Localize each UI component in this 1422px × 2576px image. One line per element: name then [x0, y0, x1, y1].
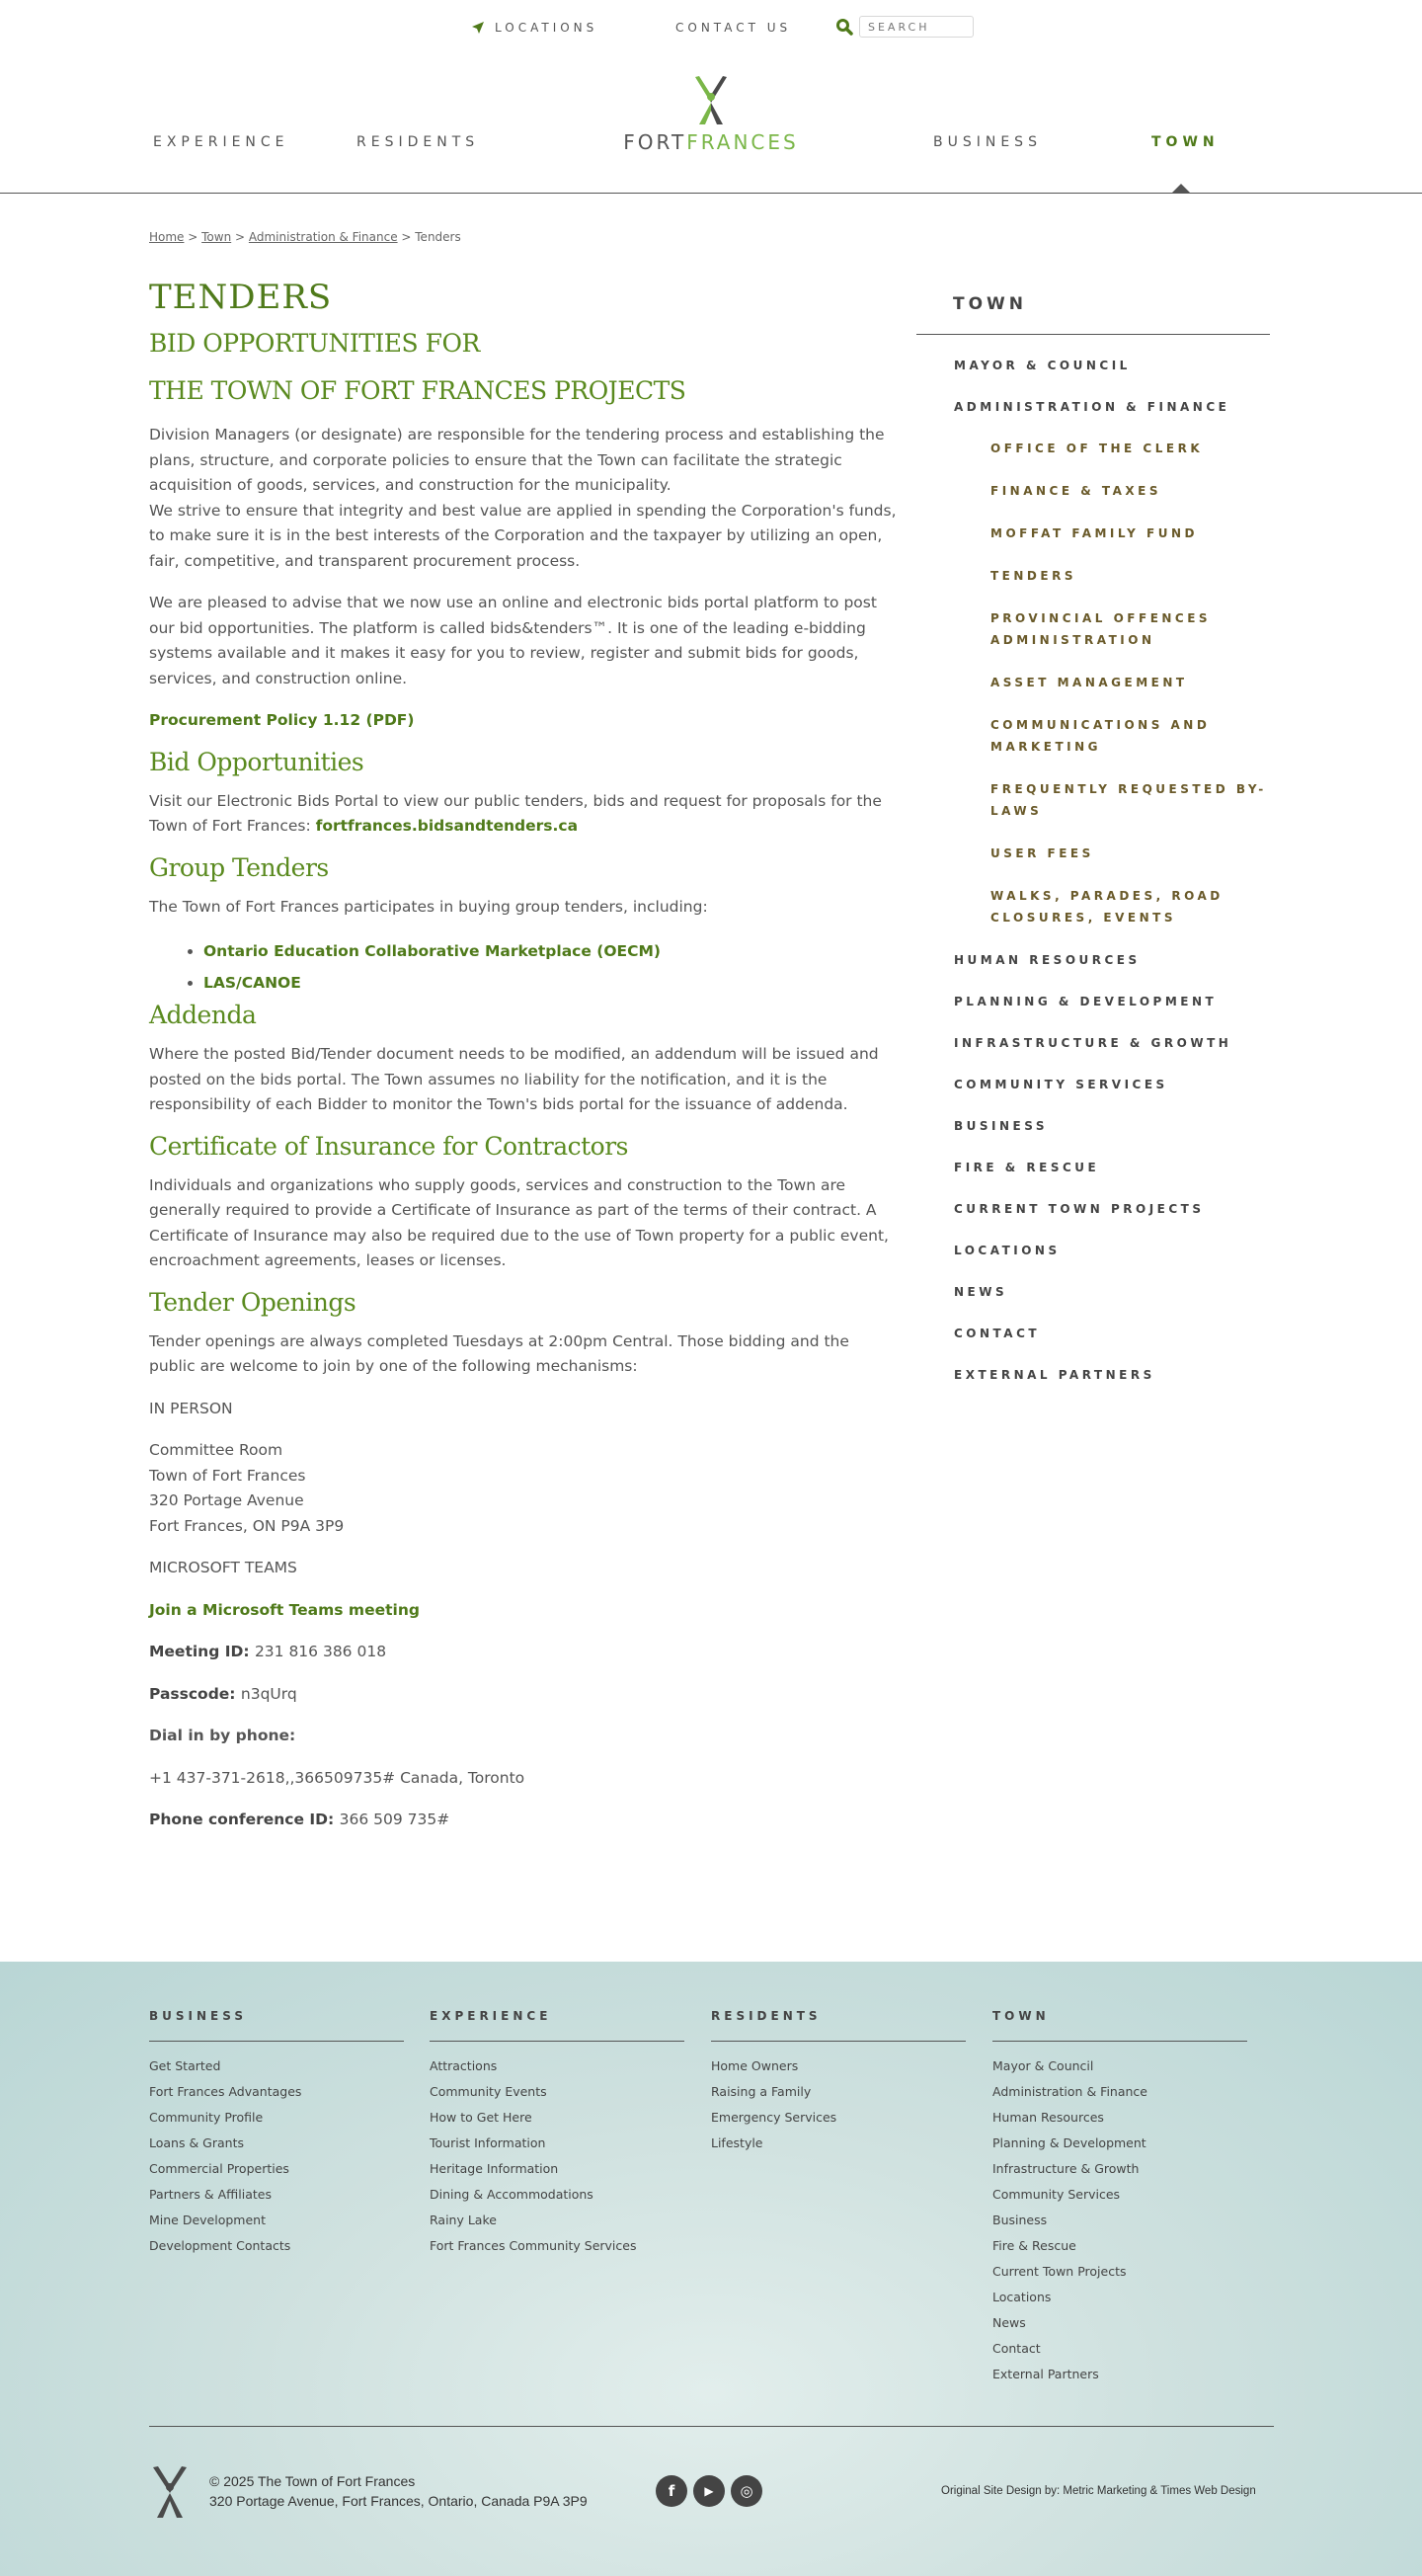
sidebar-menu — [916, 335, 1270, 1386]
sidebar-item[interactable]: COMMUNICATIONS AND MARKETING — [990, 718, 1211, 754]
dial-in-label: Dial in by phone: — [149, 1727, 296, 1744]
locations-label: LOCATIONS — [495, 21, 598, 35]
group-tenders-list — [203, 935, 900, 999]
las-canoe-link[interactable]: LAS/CANOE — [203, 974, 301, 992]
insurance-text: Individuals and organizations who supply goods, services and construction to the Town are generally required to provide a Certificate of Insurance as part of the terms of their contract. A Certificate of Insurance may also be required due to the use of Town property for a public event, encroachment agreements, leases or licenses. — [149, 1175, 889, 1269]
footer-link[interactable]: Human Resources — [992, 2110, 1104, 2125]
sidebar-item[interactable]: CONTACT — [954, 1327, 1041, 1340]
footer-link[interactable]: Infrastructure & Growth — [992, 2161, 1140, 2176]
footer-column-title: BUSINESS — [149, 2009, 404, 2042]
dial-in-number: +1 437-371-2618,,366509735# Canada, Toronto — [149, 1768, 525, 1787]
footer-link[interactable]: News — [992, 2315, 1026, 2330]
footer-link[interactable]: Attractions — [430, 2058, 498, 2073]
footer-link[interactable]: Emergency Services — [711, 2110, 837, 2125]
contact-us-link[interactable]: CONTACT US — [675, 21, 792, 35]
footer-link[interactable]: Planning & Development — [992, 2135, 1146, 2150]
sidebar-item[interactable]: LOCATIONS — [954, 1244, 1061, 1257]
tender-openings-heading: Tender Openings — [149, 1287, 356, 1317]
procurement-policy-link[interactable]: Procurement Policy 1.12 (PDF) — [149, 711, 415, 729]
footer-link[interactable]: Business — [992, 2213, 1048, 2227]
utility-bar — [0, 0, 1422, 57]
sidebar-item[interactable]: EXTERNAL PARTNERS — [954, 1368, 1155, 1382]
group-tenders-heading: Group Tenders — [149, 852, 329, 882]
sidebar-item[interactable]: OFFICE OF THE CLERK — [990, 442, 1204, 455]
footer-link[interactable]: Mine Development — [149, 2213, 266, 2227]
breadcrumb-town[interactable]: Town — [201, 230, 232, 244]
footer-link[interactable]: Get Started — [149, 2058, 221, 2073]
footer-link-list — [992, 2053, 1247, 2387]
oecm-link[interactable]: Ontario Education Collaborative Marketplace (OECM) — [203, 942, 661, 960]
sidebar-item[interactable]: MOFFAT FAMILY FUND — [990, 526, 1198, 540]
footer-link[interactable]: Home Owners — [711, 2058, 799, 2073]
instagram-icon[interactable]: ◎ — [731, 2475, 762, 2507]
footer-link[interactable]: Community Events — [430, 2084, 547, 2099]
nav-residents[interactable]: RESIDENTS — [356, 134, 480, 150]
footer-link[interactable]: Fort Frances Community Services — [430, 2238, 637, 2253]
sidebar-title: TOWN — [916, 294, 1270, 335]
page-subtitle-1: BID OPPORTUNITIES FOR — [149, 329, 480, 358]
passcode: Passcode: n3qUrq — [149, 1684, 297, 1703]
sidebar-item[interactable]: NEWS — [954, 1285, 1008, 1299]
footer-link[interactable]: Community Services — [992, 2187, 1121, 2202]
conference-id: Phone conference ID: 366 509 735# — [149, 1811, 450, 1828]
sidebar-item[interactable]: WALKS, PARADES, ROAD CLOSURES, EVENTS — [990, 889, 1224, 925]
footer-copyright — [209, 2471, 588, 2511]
locations-link[interactable] — [471, 21, 597, 35]
footer-link[interactable]: Locations — [992, 2290, 1052, 2304]
sidebar-item[interactable]: CURRENT TOWN PROJECTS — [954, 1202, 1205, 1216]
address-line: Committee Room — [149, 1441, 283, 1459]
footer-link-list — [149, 2053, 404, 2259]
insurance-heading: Certificate of Insurance for Contractors — [149, 1131, 628, 1161]
facebook-icon[interactable]: f — [656, 2475, 687, 2507]
tender-openings-text: Tender openings are always completed Tuesdays at 2:00pm Central. Those bidding and the public are welcome to join by one of the following mechanisms: — [149, 1331, 849, 1375]
youtube-icon[interactable]: ▶ — [693, 2475, 725, 2507]
footer-link[interactable]: Community Profile — [149, 2110, 264, 2125]
footer-link-list — [711, 2053, 966, 2156]
footer-link[interactable]: Mayor & Council — [992, 2058, 1094, 2073]
breadcrumb-current: Tenders — [415, 230, 461, 244]
teams-meeting-link[interactable]: Join a Microsoft Teams meeting — [149, 1600, 420, 1619]
sidebar-item[interactable]: BUSINESS — [954, 1119, 1048, 1133]
footer-column-title: EXPERIENCE — [430, 2009, 684, 2042]
site-logo[interactable] — [607, 73, 815, 154]
sidebar-item[interactable]: HUMAN RESOURCES — [954, 953, 1141, 967]
sidebar-item[interactable]: COMMUNITY SERVICES — [954, 1078, 1168, 1091]
breadcrumb-home[interactable]: Home — [149, 230, 185, 244]
sidebar-item[interactable]: INFRASTRUCTURE & GROWTH — [954, 1036, 1232, 1050]
breadcrumb: Home > Town > Administration & Finance > Tenders — [149, 230, 461, 244]
address-line: 320 Portage Avenue — [149, 1491, 304, 1509]
footer-column-experience — [430, 2009, 684, 2259]
site-footer — [0, 1962, 1422, 2576]
page-subtitle-2: THE TOWN OF FORT FRANCES PROJECTS — [149, 376, 686, 405]
sidebar-item[interactable]: FINANCE & TAXES — [990, 484, 1161, 498]
footer-link[interactable]: Current Town Projects — [992, 2264, 1127, 2279]
page-body — [0, 194, 1422, 1962]
intro-paragraph-2: We strive to ensure that integrity and best value are applied in spending the Corporation's funds, to make sure it is in the best interests of the Corporation and the taxpayer by utilizing an open, fair, competitive, and transparent procurement process. — [149, 501, 897, 570]
addenda-heading: Addenda — [149, 1001, 257, 1029]
social-links — [656, 2475, 762, 2507]
footer-column-residents — [711, 2009, 966, 2156]
footer-link[interactable]: Dining & Accommodations — [430, 2187, 593, 2202]
address-line: Fort Frances, ON P9A 3P9 — [149, 1516, 345, 1535]
active-nav-caret — [1171, 184, 1191, 194]
sidebar-item[interactable]: ASSET MANAGEMENT — [990, 676, 1188, 689]
footer-column-title: RESIDENTS — [711, 2009, 966, 2042]
bid-opportunities-heading: Bid Opportunities — [149, 747, 364, 776]
footer-link[interactable]: Fort Frances Advantages — [149, 2084, 302, 2099]
footer-column-business — [149, 2009, 404, 2259]
address-line: Town of Fort Frances — [149, 1466, 306, 1485]
sidebar-item[interactable]: TENDERS — [990, 569, 1076, 583]
nav-town[interactable]: TOWN — [1151, 134, 1220, 150]
copyright-text: © 2025 The Town of Fort Frances — [209, 2473, 416, 2489]
logo-text: FORTFRANCES — [623, 130, 799, 154]
site-credit[interactable]: Original Site Design by: Metric Marketing & Times Web Design — [941, 2485, 1256, 2497]
bid-opportunities-text: Visit our Electronic Bids Portal to view our public tenders, bids and request for proposals for the Town of Fort Frances: fortfrances.bidsandtenders.ca — [149, 791, 882, 835]
list-item — [203, 967, 900, 999]
town-sidebar — [916, 294, 1270, 1406]
footer-link-list — [430, 2053, 684, 2259]
nav-experience[interactable]: EXPERIENCE — [153, 134, 289, 150]
addenda-text: Where the posted Bid/Tender document needs to be modified, an addendum will be issued and posted on the bids portal. The Town assumes no liability for the notification, and it is the responsibility of each Bidder to monitor the Town's bids portal for the issuance of addenda. — [149, 1045, 879, 1113]
group-tenders-text: The Town of Fort Frances participates in buying group tenders, including: — [149, 897, 708, 916]
page-title: TENDERS — [149, 278, 333, 317]
sidebar-item[interactable]: PROVINCIAL OFFENCES ADMINISTRATION — [990, 611, 1212, 647]
nav-business[interactable]: BUSINESS — [933, 134, 1042, 150]
footer-link[interactable]: External Partners — [992, 2367, 1099, 2381]
footer-link[interactable]: Partners & Affiliates — [149, 2187, 272, 2202]
footer-link[interactable]: Loans & Grants — [149, 2135, 245, 2150]
footer-divider — [149, 2426, 1274, 2427]
sidebar-item[interactable]: PLANNING & DEVELOPMENT — [954, 995, 1218, 1008]
main-navigation — [0, 57, 1422, 194]
search-icon[interactable] — [835, 18, 853, 36]
footer-column-town — [992, 2009, 1247, 2387]
sidebar-item[interactable]: FREQUENTLY REQUESTED BY-LAWS — [990, 782, 1267, 818]
footer-link[interactable]: Administration & Finance — [992, 2084, 1147, 2099]
search-box — [835, 16, 974, 38]
footer-link[interactable]: Heritage Information — [430, 2161, 559, 2176]
sidebar-item[interactable]: FIRE & RESCUE — [954, 1161, 1100, 1174]
list-item — [203, 935, 900, 967]
sidebar-item[interactable]: USER FEES — [990, 846, 1094, 860]
location-arrow-icon — [471, 21, 485, 35]
footer-column-title: TOWN — [992, 2009, 1247, 2042]
sidebar-item[interactable]: MAYOR & COUNCIL — [954, 359, 1131, 372]
footer-link[interactable]: Raising a Family — [711, 2084, 812, 2099]
footer-link[interactable]: Development Contacts — [149, 2238, 291, 2253]
footer-link[interactable]: Tourist Information — [430, 2135, 546, 2150]
teams-label: MICROSOFT TEAMS — [149, 1559, 297, 1576]
main-content — [149, 275, 900, 1833]
footer-link[interactable]: Rainy Lake — [430, 2213, 497, 2227]
search-input[interactable] — [859, 16, 974, 38]
intro-paragraph-1: Division Managers (or designate) are responsible for the tendering process and establishing the plans, structure, and corporate policies to ensure that the Town can facilitate the strategic acquisition of goods, services, and construction for the municipality. — [149, 426, 885, 494]
footer-link[interactable]: How to Get Here — [430, 2110, 532, 2125]
intro-paragraph-3: We are pleased to advise that we now use an online and electronic bids portal platform to post our bid opportunities. The platform is called bids&tenders™. It is one of the leading e-bidding systems available and it makes it easy for you to review, register and submit bids for goods, services, and construction online. — [149, 594, 877, 687]
committee-address — [149, 1438, 900, 1539]
fort-frances-bird-icon — [689, 73, 733, 128]
footer-link[interactable]: Fire & Rescue — [992, 2238, 1076, 2253]
footer-address: 320 Portage Avenue, Fort Frances, Ontario, Canada P9A 3P9 — [209, 2493, 588, 2509]
footer-link[interactable]: Commercial Properties — [149, 2161, 289, 2176]
footer-logo-icon — [149, 2463, 191, 2521]
bids-portal-link[interactable]: fortfrances.bidsandtenders.ca — [315, 817, 579, 835]
sidebar-item[interactable]: ADMINISTRATION & FINANCE — [954, 400, 1230, 414]
footer-link[interactable]: Lifestyle — [711, 2135, 763, 2150]
footer-link[interactable]: Contact — [992, 2341, 1041, 2356]
meeting-id: Meeting ID: 231 816 386 018 — [149, 1643, 387, 1660]
breadcrumb-admin[interactable]: Administration & Finance — [248, 230, 398, 244]
in-person-label: IN PERSON — [149, 1399, 233, 1417]
